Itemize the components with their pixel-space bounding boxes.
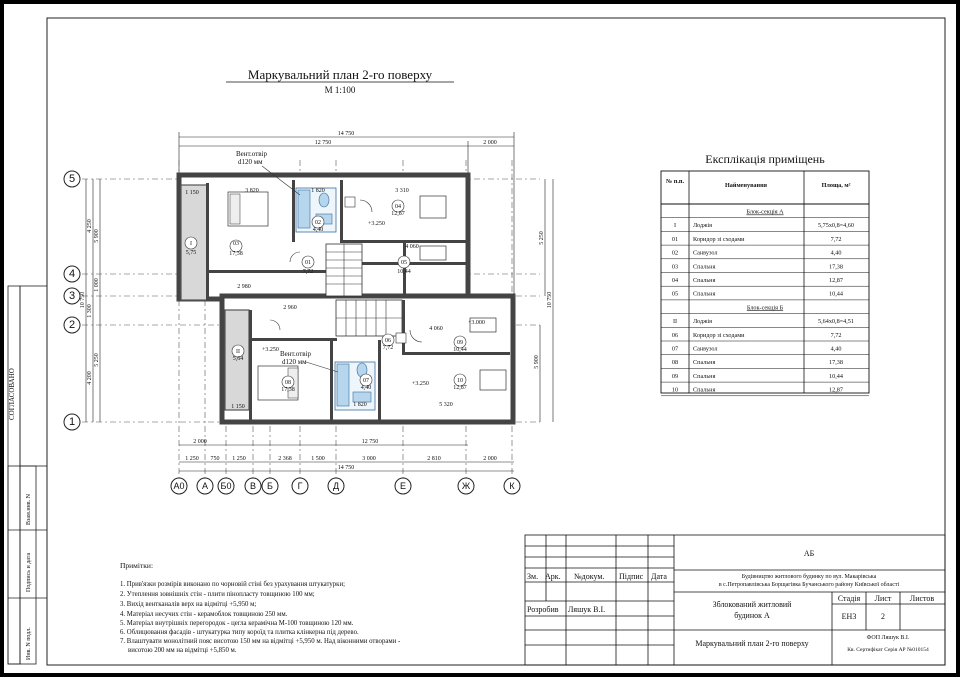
row-area: 17,38: [829, 263, 843, 271]
axis-row-3-label: 3: [68, 290, 76, 302]
tb-project: Будівництво житлового будинку по вул. Макарівська: [741, 574, 877, 580]
dim-part-a-top: 12 750: [314, 140, 332, 146]
dim-left-seg-2: 1 000: [94, 278, 100, 292]
inner-dim-11: 2 960: [283, 305, 297, 311]
row-num: I: [673, 222, 677, 230]
inner-dim-8: 5 320: [439, 402, 453, 408]
area-03: 17,38: [229, 251, 243, 257]
vent-label-1: Вент.отвір: [236, 150, 268, 158]
staircase-top: [326, 244, 362, 296]
note-7: 7. Влаштувати монолітний пояс висотою 150 мм на відмітці +5,950 м. Над віконними отворами -: [120, 638, 401, 645]
explication-row: [672, 373, 843, 380]
dim-bottom-seg-7: 2 000: [483, 456, 497, 462]
dim-part-b-top: 2 000: [483, 140, 497, 146]
plan-scale: М 1:100: [324, 85, 356, 95]
row-num: 07: [671, 345, 679, 353]
dim-bottom-seg-0: 1 250: [185, 456, 199, 462]
tb-col-doc: №докум.: [574, 572, 605, 581]
row-num: 04: [671, 277, 679, 284]
notes-heading: Примітки:: [120, 561, 154, 570]
dim-bottom-seg-3: 2 368: [278, 456, 292, 462]
row-name: Спальня: [693, 386, 716, 394]
row-area: 12,87: [829, 277, 843, 284]
dim-bottom-part-b: 2 000: [193, 439, 207, 445]
row-name: Спальня: [693, 263, 716, 271]
axis-col-V-label: В: [249, 481, 257, 491]
explication-row: [672, 277, 843, 284]
tb-col-zm: Зм.: [527, 572, 539, 581]
room-mark-01: 01: [305, 260, 311, 266]
row-area: 4,40: [830, 345, 842, 353]
explication-row: [672, 359, 843, 366]
axis-col-B0-label: Б0: [220, 481, 232, 491]
explication-row: [672, 291, 843, 298]
area-06: 7,72: [382, 345, 394, 351]
area-10: 12,87: [453, 385, 467, 391]
dim-left-seg-5: 4 200: [87, 371, 93, 385]
room-mark-08: 08: [285, 380, 291, 386]
note-6: 6. Облицювання фасадів - штукатурка типу короїд та плитка клінкерна під дерево.: [120, 629, 359, 636]
area-04: 12,87: [391, 211, 405, 217]
row-name: Лоджія: [693, 318, 712, 326]
inner-dim-7: 1 820: [353, 402, 367, 408]
tb-stage: ЕН3: [841, 612, 857, 621]
level-mark-1: +3.250: [368, 221, 385, 227]
dim-left-seg-0: 4 250: [87, 219, 93, 233]
row-num: 01: [671, 235, 679, 243]
axis-col-B-label: Б: [267, 481, 273, 491]
explication-row: [672, 236, 842, 243]
area-07: 4,40: [360, 385, 372, 391]
row-num: II: [672, 318, 678, 326]
area-09: 10,44: [453, 347, 467, 353]
explication-table: [661, 152, 869, 396]
room-mark-06: 06: [385, 338, 391, 344]
area-05: 10,44: [397, 269, 411, 275]
row-name: Коридор зі сходами: [693, 235, 745, 243]
room-mark-II: II: [236, 349, 240, 355]
area-08: 17,38: [281, 387, 295, 393]
axis-col-A0-label: А0: [173, 481, 185, 491]
row-num: 05: [671, 290, 679, 298]
note-1: 1. Прив'язки розмірів виконано по чорновій стіні без урахування штукатурки;: [120, 581, 346, 588]
row-num: 02: [671, 249, 679, 257]
vent-label-2b: d120 мм: [282, 358, 307, 366]
level-mark-3: +3.000: [468, 320, 485, 326]
row-area: 12,87: [829, 386, 843, 394]
axis-row-4-label: 4: [68, 268, 76, 280]
row-area: 5,75х0,8=4,60: [818, 222, 854, 230]
explication-row: [672, 250, 842, 257]
row-name: Спальня: [693, 372, 716, 380]
room-mark-05: 05: [401, 260, 407, 266]
axis-row-2-label: 2: [68, 319, 76, 331]
dim-bottom-seg-2: 1 250: [232, 456, 246, 462]
row-area: 5,64х0,8=4,51: [818, 318, 854, 326]
row-num: 09: [671, 372, 679, 380]
inner-dim-2: 3 310: [395, 188, 409, 194]
row-area: 7,72: [830, 331, 842, 339]
dim-bottom-seg-6: 2 810: [427, 456, 441, 462]
bottom-dimensions: [179, 439, 514, 471]
row-area: 17,38: [829, 359, 843, 367]
inv-original-label: Инв. N подл.: [26, 627, 32, 660]
dim-left-seg-1: 5 900: [94, 229, 100, 243]
row-name: Лоджія: [693, 222, 712, 230]
note-7b: висотою 200 мм на відмітці +5,850 м.: [128, 647, 237, 654]
note-2: 2. Утеплення зовнішніх стін - плити пінопласту товщиною 100 мм;: [120, 591, 315, 598]
row-axis-markers: [64, 171, 80, 430]
dim-right-top: 5 250: [539, 231, 545, 245]
area-I: 5,75: [185, 250, 197, 256]
signature-date-label: Подпись и дата: [26, 552, 32, 592]
row-name: Коридор зі сходами: [693, 331, 745, 339]
row-area: 7,72: [830, 235, 842, 243]
axis-row-5-label: 5: [68, 173, 76, 185]
room-mark-04: 04: [395, 204, 401, 210]
column-axis-markers: [171, 478, 520, 494]
row-num: 10: [671, 386, 679, 394]
explication-row: [672, 346, 842, 353]
row-num: 08: [671, 359, 679, 367]
level-mark-4: +3.250: [262, 347, 279, 353]
col-header-name: Найменування: [724, 182, 768, 189]
explication-title: Експлікація приміщень: [705, 152, 825, 166]
row-area: 10,44: [829, 290, 843, 298]
left-dimensions: [80, 179, 100, 422]
tb-building-2: будинок А: [734, 611, 770, 620]
dim-bottom-seg-1: 750: [210, 456, 220, 462]
agreed-label: СОГЛАСОВАНО: [8, 368, 16, 420]
axis-col-K-label: К: [509, 481, 515, 491]
floor-plan: [179, 150, 513, 422]
explication-row: [672, 263, 843, 270]
row-name: Спальня: [693, 359, 716, 367]
area-02: 4,40: [312, 227, 324, 233]
axis-col-D-label: Д: [332, 481, 340, 491]
explication-row: [673, 318, 854, 325]
tb-col-ark: Арк.: [545, 572, 561, 581]
section-header: Блок-секція Б: [746, 304, 784, 312]
dim-left-seg-3: 1 300: [87, 304, 93, 318]
side-stamp: [8, 286, 47, 664]
dim-left-seg-4: 5 250: [94, 353, 100, 367]
row-name: Санвузол: [693, 345, 718, 353]
room-mark-07: 07: [363, 378, 369, 384]
axis-col-Zh-label: Ж: [461, 481, 471, 491]
dim-left-total: 10 750: [80, 291, 86, 309]
row-num: 03: [671, 263, 679, 271]
inner-dim-1: 1 820: [311, 188, 325, 194]
dim-right-total: 10 750: [547, 291, 553, 309]
row-area: 4,40: [830, 249, 842, 257]
tb-sheets-header: Листов: [909, 594, 935, 603]
tb-project-2: в с.Петропавлівська Борщагівка Бучанського району Київської області: [718, 582, 900, 588]
dim-right-bottom: 5 900: [534, 355, 540, 369]
room-mark-I: I: [190, 241, 192, 247]
col-header-area: Площа, м²: [821, 182, 851, 189]
row-area: 10,44: [829, 372, 843, 380]
row-name: Спальня: [693, 290, 716, 298]
note-4: 4. Матеріал несучих стін - керамоблок товщиною 250 мм.: [120, 611, 288, 618]
inner-dim-9: 1 150: [185, 190, 199, 196]
inner-dim-4: 2 980: [237, 284, 251, 290]
vent-label-2: Вент.отвір: [280, 350, 312, 358]
axis-col-A-label: А: [201, 481, 209, 491]
inner-dim-0: 3 820: [245, 188, 259, 194]
inner-dim-10: 1 150: [231, 404, 245, 410]
tb-sheet-header: Лист: [874, 594, 892, 603]
explication-rows: [661, 209, 869, 396]
axis-col-E-label: Е: [399, 481, 407, 491]
tb-certificate: Кв. Сертифікат Серія АР №010154: [847, 647, 929, 653]
inner-dim-6: 4 060: [429, 326, 443, 332]
explication-row: [672, 332, 842, 339]
tb-col-sign: Підпис: [619, 572, 644, 581]
replace-inv-label: Взам.инв. N: [26, 494, 32, 525]
dim-bottom-seg-5: 3 000: [362, 456, 376, 462]
inner-dim-3: 4 060: [405, 244, 419, 250]
area-II: 5,64: [232, 356, 244, 362]
room-mark-02: 02: [315, 220, 321, 226]
tb-developed-label: Розробив: [527, 605, 559, 614]
row-name: Санвузол: [693, 249, 718, 257]
col-header-num: № п.п.: [666, 178, 684, 185]
tb-col-date: Дата: [651, 572, 667, 581]
note-3: 3. Вихід вентканалів верх на відмітці +5,950 м;: [120, 601, 257, 608]
room-mark-09: 09: [457, 340, 463, 346]
title-block: [525, 535, 945, 665]
row-name: Спальня: [693, 277, 716, 284]
tb-sheet-title: Маркувальний план 2-го поверху: [695, 639, 809, 648]
tb-company: ФОП Ляшук В.І.: [866, 635, 910, 641]
dim-bottom-seg-4: 1 500: [311, 456, 325, 462]
tb-code: АБ: [803, 549, 815, 558]
dim-bottom-part-a: 12 750: [361, 439, 379, 445]
section-header: Блок-секція А: [746, 208, 784, 216]
tb-stage-header: Стадія: [837, 594, 861, 603]
axis-row-1-label: 1: [68, 416, 76, 428]
explication-row: [674, 222, 854, 229]
tb-sheet: 2: [881, 612, 885, 621]
staircase-bottom: [336, 300, 402, 336]
room-mark-10: 10: [457, 378, 463, 384]
tb-building-1: Зблокований житловий: [712, 600, 792, 609]
dim-bottom-total: 14 750: [337, 465, 355, 471]
tb-developer: Ляшук В.І.: [568, 605, 606, 614]
note-5: 5. Матеріал внутрішніх перегородок - цегла керамічна М-100 товщиною 120 мм.: [120, 620, 354, 627]
level-mark-2: +3.250: [412, 381, 429, 387]
plan-title: Маркувальний план 2-го поверху: [247, 67, 433, 82]
row-num: 06: [671, 331, 679, 339]
area-01: 7,72: [302, 269, 314, 275]
notes: [120, 561, 401, 654]
axis-col-G-label: Г: [297, 481, 303, 491]
dim-total-top: 14 750: [337, 131, 355, 137]
room-mark-03: 03: [233, 241, 239, 247]
vent-label-1b: d120 мм: [238, 158, 263, 166]
right-dimensions: [534, 179, 553, 422]
